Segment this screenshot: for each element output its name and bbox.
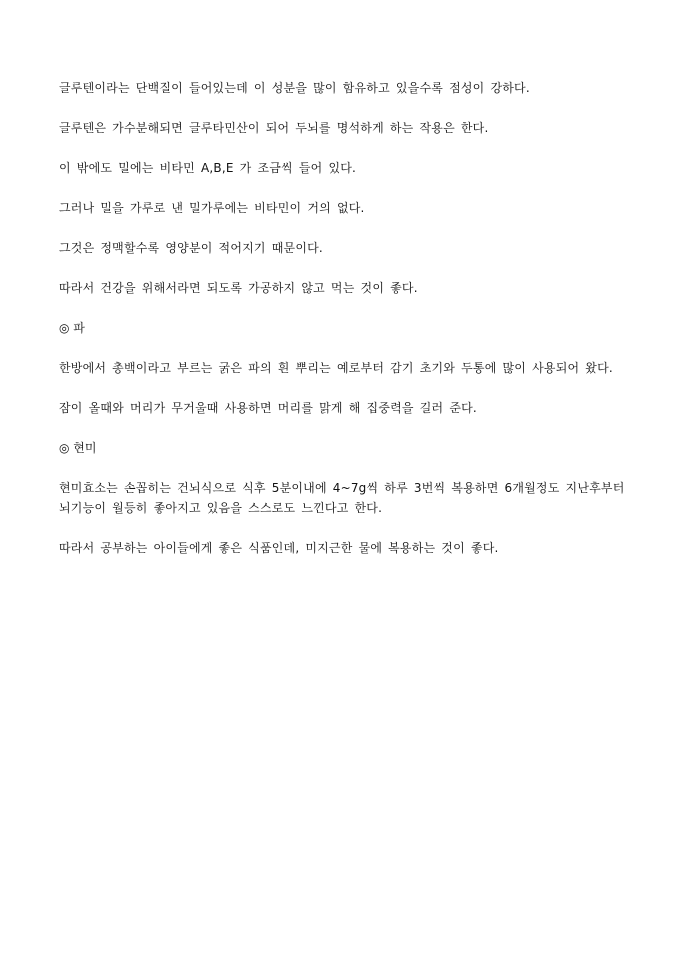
paragraph-gluten-viscosity: 글루텐이라는 단백질이 들어있는데 이 성분을 많이 함유하고 있을수록 점성이 강하다. [59, 81, 530, 95]
paragraph-flour-vitamins: 그러나 밀을 가루로 낸 밀가루에는 비타민이 거의 없다. [59, 201, 365, 215]
paragraph-refining: 그것은 정맥할수록 영양분이 적어지기 때문이다. [59, 241, 323, 255]
section-heading-hyunmi: ◎ 현미 [59, 441, 97, 455]
paragraph-wheat-vitamins: 이 밖에도 밀에는 비타민 A,B,E 가 조금씩 들어 있다. [59, 161, 357, 175]
paragraph-hyunmi-children: 따라서 공부하는 아이들에게 좋은 식품인데, 미지근한 물에 복용하는 것이 좋다. [59, 541, 499, 555]
paragraph-pa-concentration: 잠이 올때와 머리가 무거울때 사용하면 머리를 맑게 해 집중력을 길러 준다. [59, 401, 477, 415]
document-body [59, 78, 625, 558]
paragraph-pa-root: 한방에서 총백이라고 부르는 굵은 파의 흰 뿌리는 예로부터 감기 초기와 두통에 많이 사용되어 왔다. [59, 361, 613, 375]
section-heading-pa: ◎ 파 [59, 321, 85, 335]
paragraph-gluten-hydrolysis: 글루텐은 가수분해되면 글루타민산이 되어 두뇌를 명석하게 하는 작용은 한다. [59, 121, 489, 135]
paragraph-hyunmi-enzyme: 현미효소는 손꼽히는 건뇌식으로 식후 5분이내에 4~7g씩 하루 3번씩 복용하면 6개월정도 지난후부터 뇌기능이 월등히 좋아지고 있음을 스스로도 느낀다고 한다. [59, 481, 625, 515]
paragraph-unprocessed: 따라서 건강을 위해서라면 되도록 가공하지 않고 먹는 것이 좋다. [59, 281, 418, 295]
